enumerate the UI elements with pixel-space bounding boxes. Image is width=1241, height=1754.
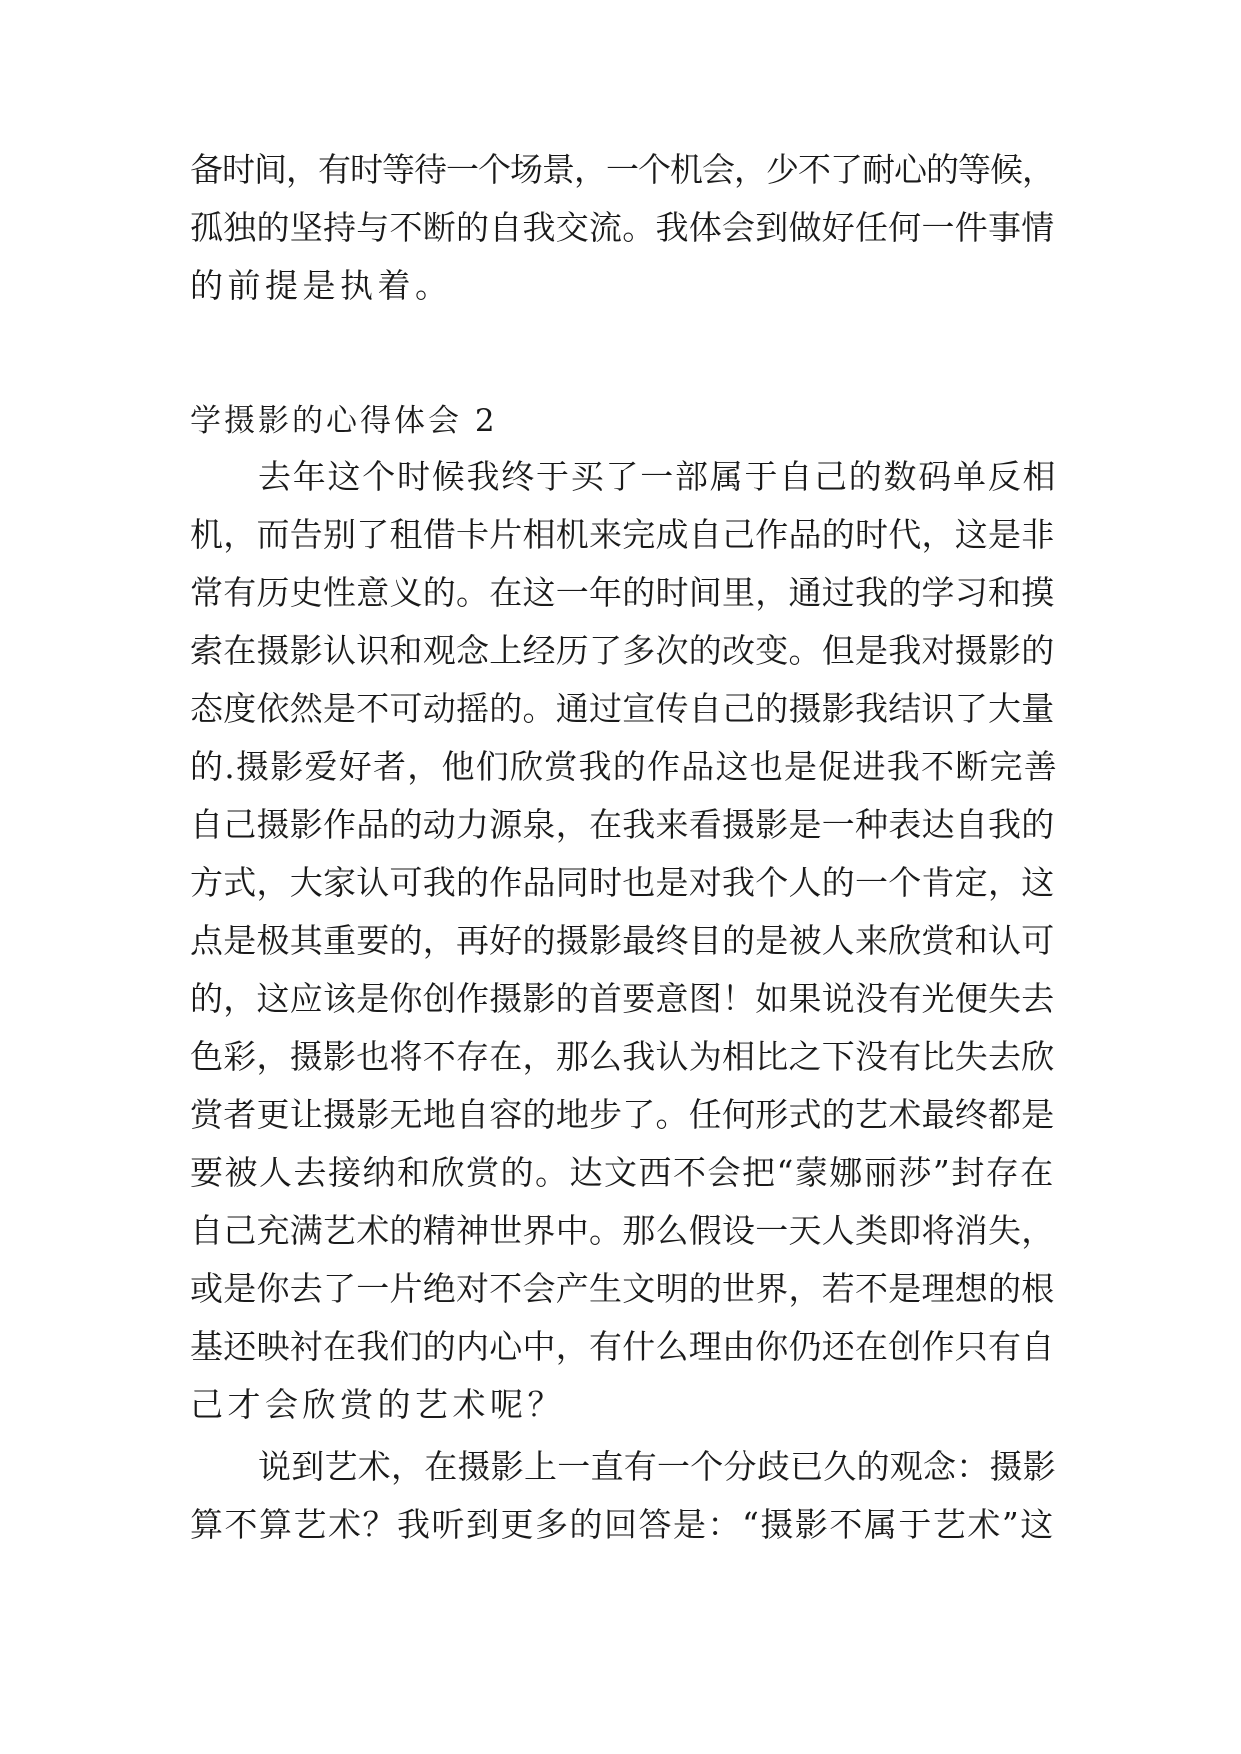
text-line: 的，这应该是你创作摄影的首要意图！如果说没有光便失去	[190, 979, 1055, 1018]
text-line: 或是你去了一片绝对不会产生文明的世界，若不是理想的根	[190, 1269, 1055, 1308]
text-line: 备时间，有时等待一个场景，一个机会，少不了耐心的等候，	[190, 150, 1054, 189]
text-line: 色彩，摄影也将不存在，那么我认为相比之下没有比失去欣	[190, 1037, 1055, 1076]
text-line: 算不算艺术？我听到更多的回答是：“摄影不属于艺术”这	[190, 1505, 1055, 1544]
text-line: 的前提是执着。	[190, 266, 453, 305]
text-line: 态度依然是不可动摇的。通过宣传自己的摄影我结识了大量	[190, 689, 1055, 728]
text-line: 要被人去接纳和欣赏的。达文西不会把“蒙娜丽莎”封存在	[190, 1153, 1055, 1192]
text-line: 去年这个时候我终于买了一部属于自己的数码单反相	[258, 457, 1058, 496]
text-line: 机，而告别了租借卡片相机来完成自己作品的时代，这是非	[190, 515, 1055, 554]
text-line: 点是极其重要的，再好的摄影最终目的是被人来欣赏和认可	[190, 921, 1055, 960]
text-line: 索在摄影认识和观念上经历了多次的改变。但是我对摄影的	[190, 631, 1055, 670]
section-title: 学摄影的心得体会 2	[190, 403, 498, 439]
text-line: 说到艺术，在摄影上一直有一个分歧已久的观念：摄影	[258, 1447, 1056, 1486]
text-line: 基还映衬在我们的内心中，有什么理由你仍还在创作只有自	[190, 1327, 1055, 1366]
text-line: 的.摄影爱好者，他们欣赏我的作品这也是促进我不断完善	[190, 747, 1058, 786]
text-line: 己才会欣赏的艺术呢？	[190, 1385, 565, 1424]
text-line: 孤独的坚持与不断的自我交流。我体会到做好任何一件事情	[190, 208, 1055, 247]
text-line: 赏者更让摄影无地自容的地步了。任何形式的艺术最终都是	[190, 1095, 1055, 1134]
text-line: 常有历史性意义的。在这一年的时间里，通过我的学习和摸	[190, 573, 1055, 612]
text-line: 自己充满艺术的精神世界中。那么假设一天人类即将消失，	[190, 1211, 1055, 1250]
text-line: 自己摄影作品的动力源泉，在我来看摄影是一种表达自我的	[190, 805, 1055, 844]
document-page	[190, 0, 1058, 1754]
text-line: 方式，大家认可我的作品同时也是对我个人的一个肯定，这	[190, 863, 1055, 902]
